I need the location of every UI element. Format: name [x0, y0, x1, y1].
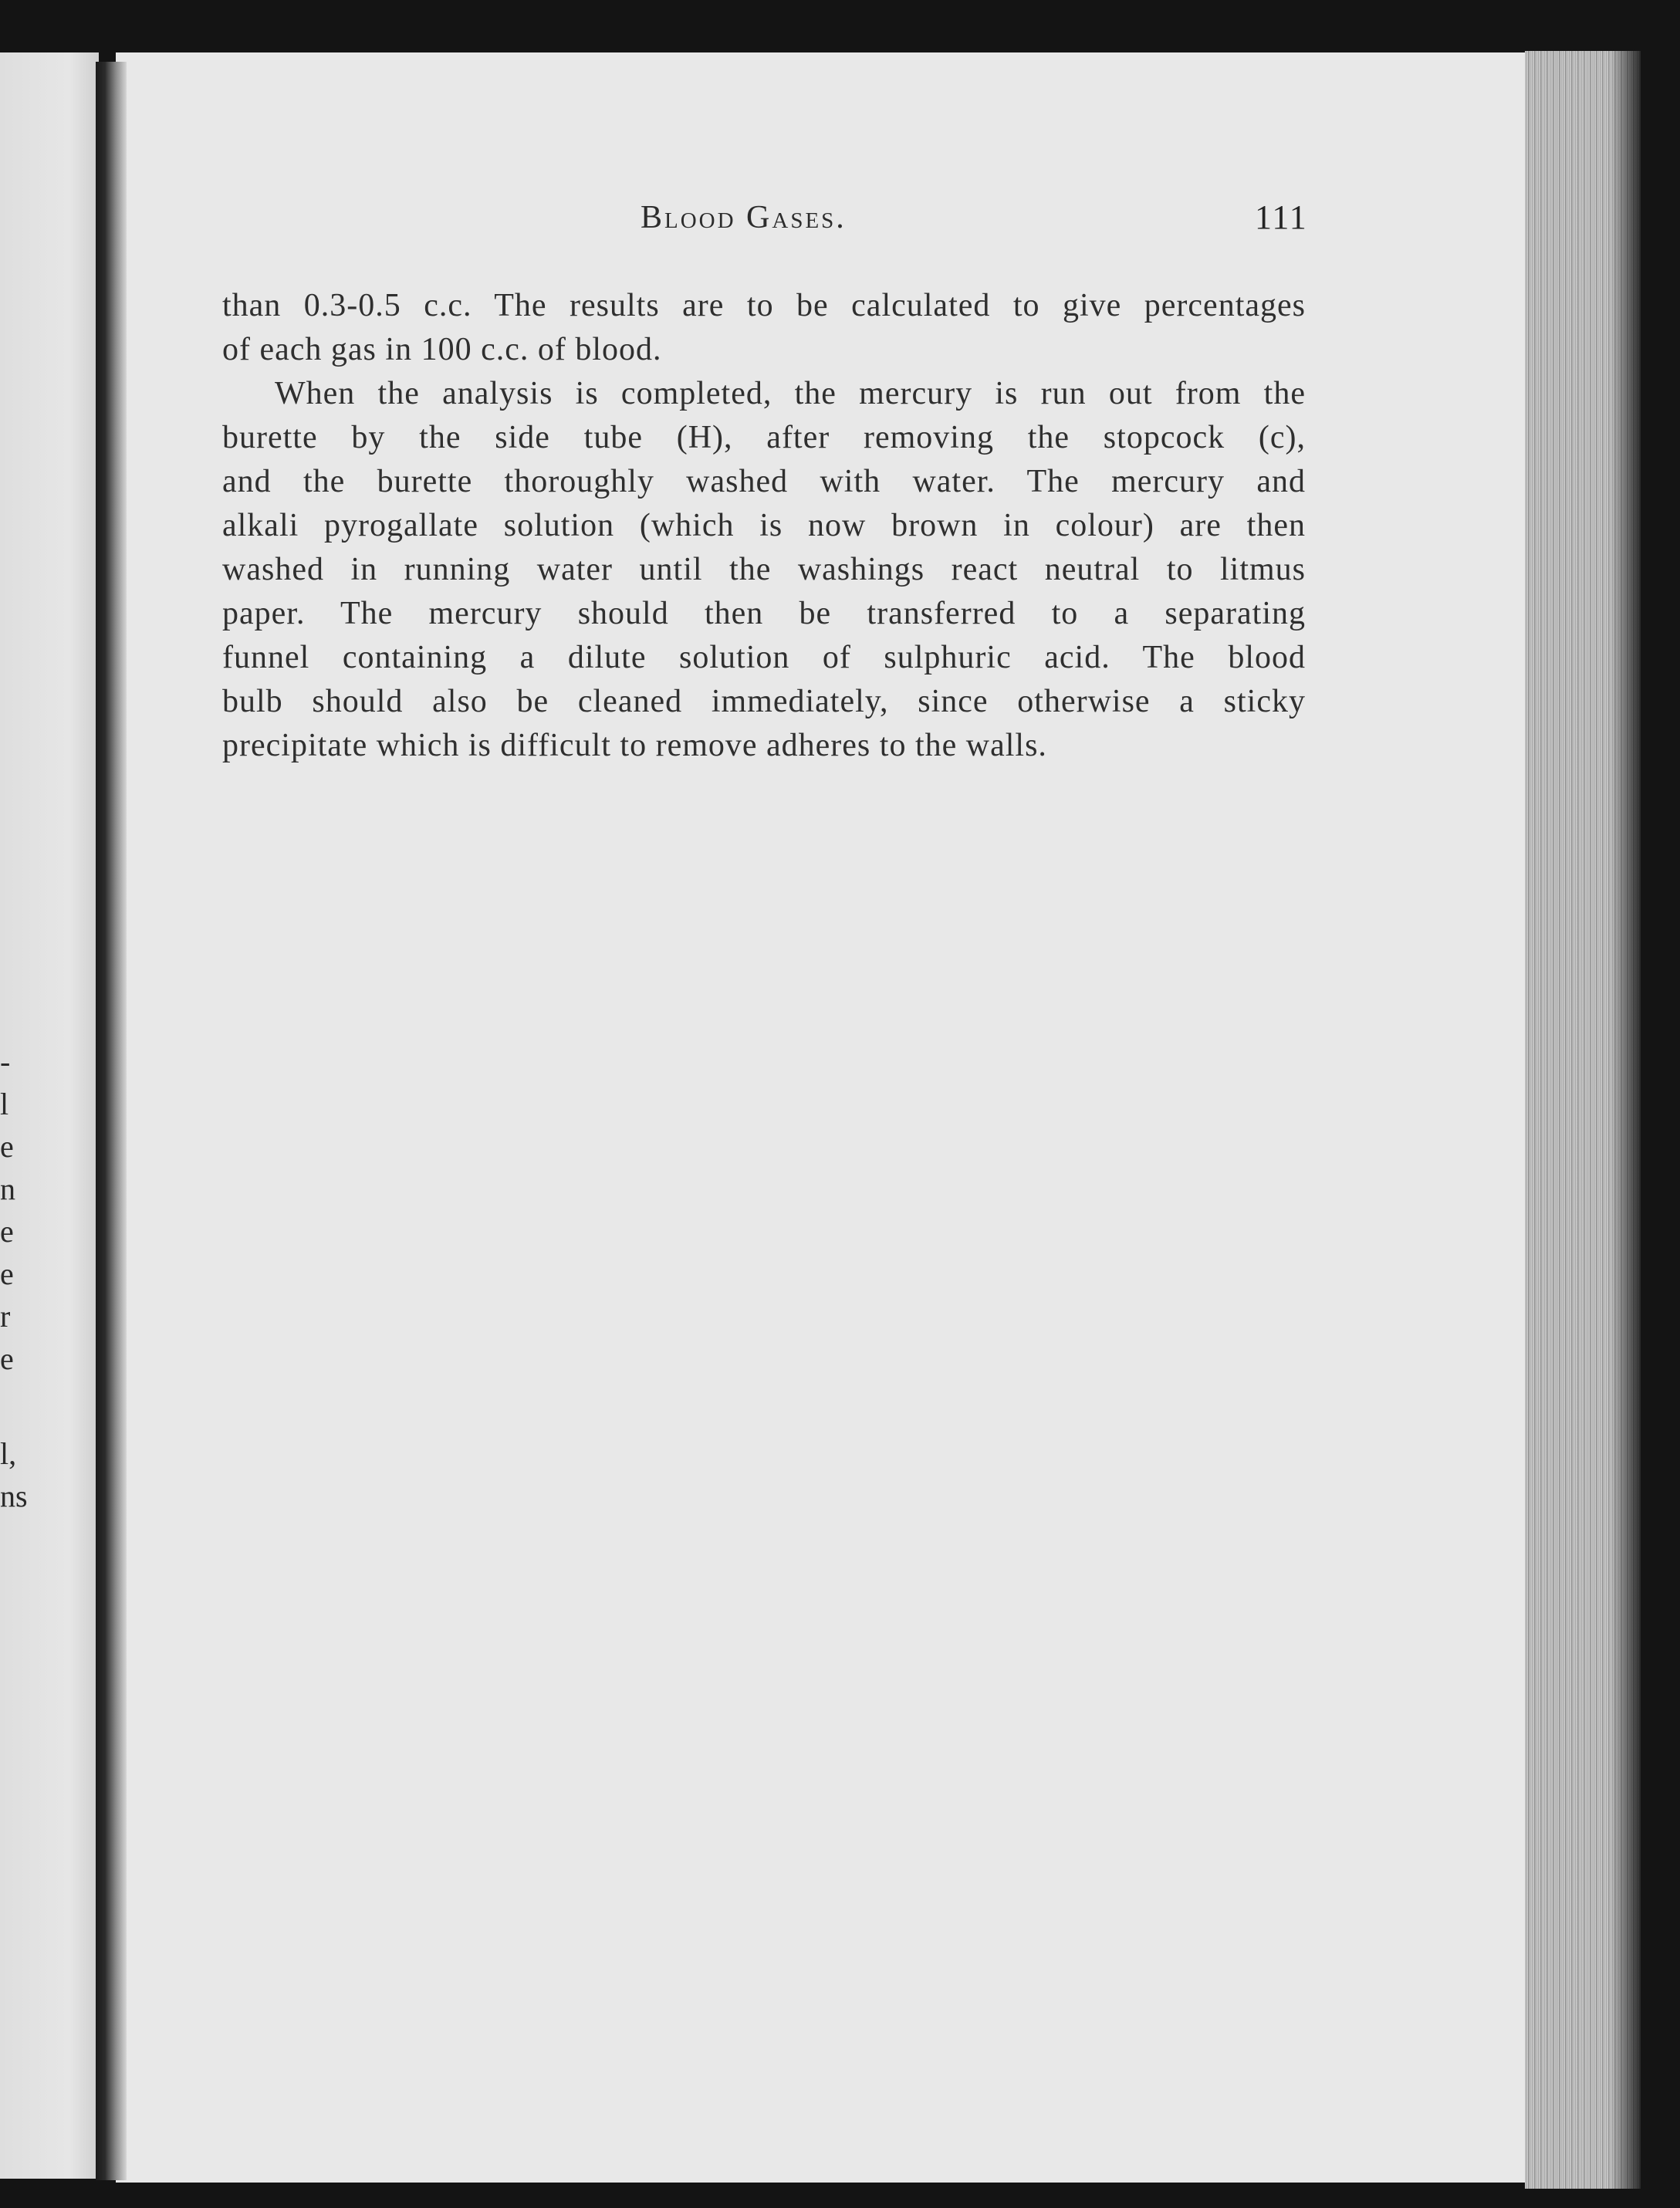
previous-page-text-fragment: e: [0, 1129, 14, 1164]
previous-page-edge: [0, 52, 99, 2179]
previous-page-text-fragment: -: [0, 1044, 11, 1079]
previous-page-text-fragment: r: [0, 1299, 11, 1334]
text-line: funnel containing a dilute solution of sulphuric acid. The blood: [222, 640, 1306, 675]
previous-page-text-fragment: l,: [0, 1436, 17, 1471]
text-line: and the burette thoroughly washed with water. The mercury and: [222, 464, 1306, 499]
previous-page-text-fragment: e: [0, 1214, 14, 1249]
text-line: than 0.3-0.5 c.c. The results are to be calculated to give percentages: [222, 288, 1306, 323]
text-line: washed in running water until the washings react neutral to litmus: [222, 552, 1306, 587]
previous-page-text-fragment: n: [0, 1172, 15, 1206]
text-line: paper. The mercury should then be transferred to a separating: [222, 596, 1306, 631]
previous-page-text-fragment: l: [0, 1087, 9, 1121]
text-line: When the analysis is completed, the mercury is run out from the: [275, 376, 1306, 411]
text-line: alkali pyrogallate solution (which is now brown in colour) are then: [222, 508, 1306, 543]
previous-page-text-fragment: e: [0, 1256, 14, 1291]
previous-page-text-fragment: ns: [0, 1479, 28, 1513]
page-number: 111: [1255, 198, 1308, 236]
previous-page-text-fragment: e: [0, 1341, 14, 1376]
text-line: of each gas in 100 c.c. of blood.: [222, 332, 662, 367]
body-text: [222, 284, 1306, 768]
running-head: Blood Gases.: [641, 200, 847, 235]
page-edge-stack: [1525, 51, 1641, 2189]
text-line: bulb should also be cleaned immediately, since otherwise a sticky: [222, 684, 1306, 719]
book-gutter-shadow: [96, 62, 127, 2180]
text-line: precipitate which is difficult to remove adheres to the walls.: [222, 728, 1047, 763]
text-line: burette by the side tube (H), after removing the stopcock (c),: [222, 420, 1306, 455]
